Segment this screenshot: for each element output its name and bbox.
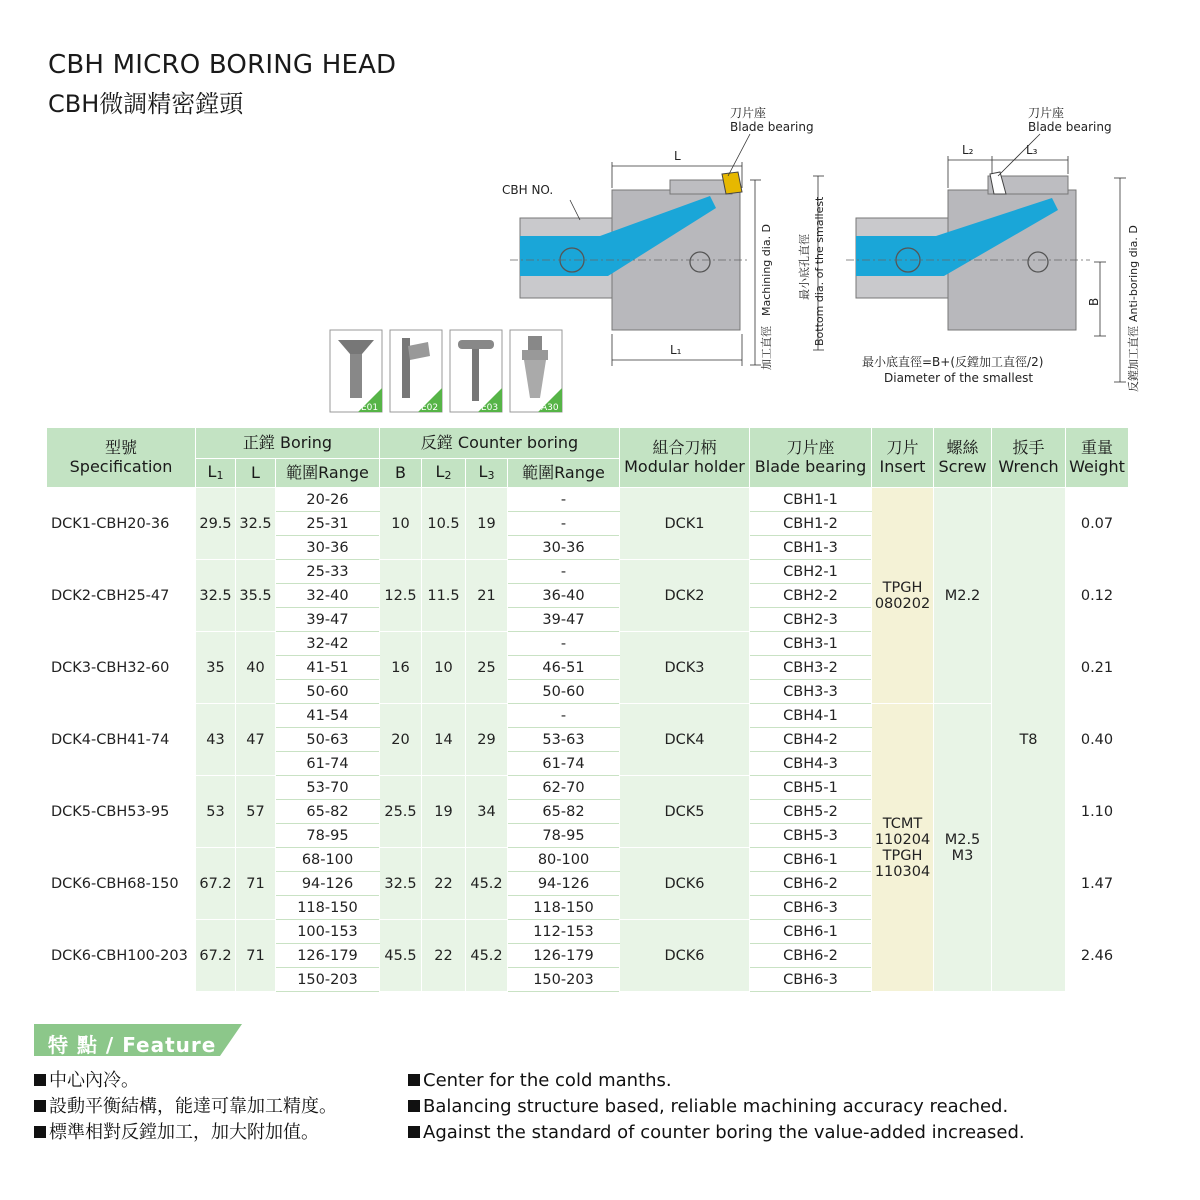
boring-range-cell: 100-153 [276,920,380,944]
blade-bearing-cell: CBH6-1 [750,848,872,872]
header-blade-bearing: 刀片座 Blade bearing [750,428,872,488]
l2-cell: 19 [422,776,466,848]
bullet-square-icon [408,1074,420,1086]
l2-cell: 22 [422,920,466,992]
weight-cell: 0.07 [1066,488,1129,560]
dim-B-label: B [1087,297,1101,306]
modular-holder-cell: DCK1 [620,488,750,560]
boring-range-cell: 20-26 [276,488,380,512]
l1-cell: 32.5 [196,560,236,632]
boring-range-cell: 25-31 [276,512,380,536]
feature-cn-item: 標準相對反鏜加工，加大附加值。 [34,1120,337,1146]
l2-cell: 10.5 [422,488,466,560]
l1-cell: 43 [196,704,236,776]
weight-cell: 1.10 [1066,776,1129,848]
spec-cell: DCK6-CBH68-150 [47,848,196,920]
spec-cell: DCK6-CBH100-203 [47,920,196,992]
l-cell: 47 [236,704,276,776]
l1-cell: 29.5 [196,488,236,560]
b-cell: 16 [380,632,422,704]
weight-cell: 0.21 [1066,632,1129,704]
b-cell: 45.5 [380,920,422,992]
counter-range-cell: - [508,704,620,728]
l1-cell: 67.2 [196,920,236,992]
accessory-code-a30: A30 [541,403,559,413]
weight-cell: 0.40 [1066,704,1129,776]
blade-bearing-cell: CBH3-1 [750,632,872,656]
l3-cell: 21 [466,560,508,632]
spec-table-body [47,488,1129,992]
header-counter-boring: 反鏜 Counter boring [380,428,620,459]
left-blade-bearing-cn: 刀片座 [730,106,767,120]
l2-cell: 22 [422,848,466,920]
counter-range-cell: 150-203 [508,968,620,992]
left-blade-bearing-en: Blade bearing [730,120,814,134]
counter-range-cell: 62-70 [508,776,620,800]
boring-range-cell: 65-82 [276,800,380,824]
l3-cell: 45.2 [466,920,508,992]
feature-en-item: Center for the cold manths. [408,1068,1025,1094]
feature-cn-item: 設動平衡結構，能達可靠加工精度。 [34,1094,337,1120]
blade-bearing-cell: CBH2-1 [750,560,872,584]
header-l1: L1 [196,459,236,488]
wrench-cell: T8 [992,488,1066,992]
boring-range-cell: 78-95 [276,824,380,848]
spec-cell: DCK4-CBH41-74 [47,704,196,776]
insert-cell: TPGH 080202 [872,488,934,704]
blade-bearing-cell: CBH6-3 [750,896,872,920]
blade-bearing-cell: CBH1-3 [750,536,872,560]
l-cell: 32.5 [236,488,276,560]
header-l3: L3 [466,459,508,488]
header-wrench: 扳手 Wrench [992,428,1066,488]
feature-en-item: Against the standard of counter boring the value-added increased. [408,1120,1025,1146]
blade-bearing-cell: CBH4-3 [750,752,872,776]
boring-range-cell: 25-33 [276,560,380,584]
machining-dia-cn: 加工直徑 [760,326,773,370]
blade-bearing-cell: CBH6-1 [750,920,872,944]
page-title-en: CBH MICRO BORING HEAD [48,50,397,80]
l3-cell: 25 [466,632,508,704]
header-screw: 螺絲 Screw [934,428,992,488]
dim-L2-label: L₂ [962,143,974,157]
l-cell: 35.5 [236,560,276,632]
blade-bearing-cell: CBH1-2 [750,512,872,536]
header-modular-holder: 組合刀柄 Modular holder [620,428,750,488]
modular-holder-cell: DCK4 [620,704,750,776]
blade-bearing-cell: CBH5-2 [750,800,872,824]
counter-range-cell: 30-36 [508,536,620,560]
blade-bearing-cell: CBH6-2 [750,872,872,896]
boring-range-cell: 50-63 [276,728,380,752]
header-insert: 刀片 Insert [872,428,934,488]
b-cell: 12.5 [380,560,422,632]
right-blade-bearing-en: Blade bearing [1028,120,1112,134]
boring-range-cell: 150-203 [276,968,380,992]
feature-title: 特 點 / Feature [48,1033,217,1057]
counter-range-cell: 78-95 [508,824,620,848]
features-cn [34,1068,337,1146]
counter-range-cell: 94-126 [508,872,620,896]
feature-cn-item: 中心內冷。 [34,1068,337,1094]
counter-range-cell: 126-179 [508,944,620,968]
table-row [47,488,1129,512]
header-counter-range: 範圍Range [508,459,620,488]
l-cell: 71 [236,920,276,992]
blade-bearing-cell: CBH2-2 [750,584,872,608]
l2-cell: 10 [422,632,466,704]
modular-holder-cell: DCK6 [620,848,750,920]
features-en [408,1068,1025,1146]
counter-range-cell: 65-82 [508,800,620,824]
counter-range-cell: 112-153 [508,920,620,944]
dim-L-label: L [674,149,681,163]
counter-range-cell: 50-60 [508,680,620,704]
boring-head-diagram [480,100,1160,400]
dim-L3-label: L₃ [1026,143,1038,157]
blade-bearing-cell: CBH2-3 [750,608,872,632]
l-cell: 57 [236,776,276,848]
blade-bearing-cell: CBH3-2 [750,656,872,680]
spec-cell: DCK1-CBH20-36 [47,488,196,560]
spec-cell: DCK3-CBH32-60 [47,632,196,704]
blade-bearing-icon [390,330,442,413]
blade-bearing-cell: CBH4-2 [750,728,872,752]
l3-cell: 45.2 [466,848,508,920]
formula-cn: 最小底直徑=B+(反鏜加工直徑/2) [862,355,1044,369]
weight-cell: 0.12 [1066,560,1129,632]
dim-L1-label: L₁ [670,343,682,357]
blade-bearing-cell: CBH1-1 [750,488,872,512]
boring-range-cell: 94-126 [276,872,380,896]
boring-head-right-drawing [813,134,1126,382]
l1-cell: 67.2 [196,848,236,920]
cbh-no-label: CBH NO. [502,183,554,197]
accessory-code-e03: E03 [481,403,499,413]
header-specification: 型號 Specification [47,428,196,488]
machining-dia-en: Machining dia. D [760,223,773,316]
screw-cell: M2.5 M3 [934,704,992,992]
l3-cell: 29 [466,704,508,776]
counter-range-cell: 46-51 [508,656,620,680]
table-row [47,704,1129,728]
anti-boring-dia-cn: 反鏜加工直徑 [1127,326,1140,392]
modular-holder-cell: DCK3 [620,632,750,704]
boring-range-cell: 53-70 [276,776,380,800]
l1-cell: 35 [196,632,236,704]
b-cell: 25.5 [380,776,422,848]
weight-cell: 2.46 [1066,920,1129,992]
counter-range-cell: - [508,488,620,512]
accessory-code-e02: E02 [421,403,439,413]
boring-range-cell: 118-150 [276,896,380,920]
l2-cell: 14 [422,704,466,776]
modular-holder-cell: DCK5 [620,776,750,848]
blade-bearing-cell: CBH4-1 [750,704,872,728]
header-boring-range: 範圍Range [276,459,380,488]
weight-cell: 1.47 [1066,848,1129,920]
l-cell: 71 [236,848,276,920]
accessory-icons [328,328,568,414]
accessory-code-e01: E01 [361,403,379,413]
bullet-square-icon [408,1100,420,1112]
boring-range-cell: 50-60 [276,680,380,704]
formula-en: Diameter of the smallest [884,371,1034,385]
b-cell: 20 [380,704,422,776]
counter-range-cell: 39-47 [508,608,620,632]
l3-cell: 19 [466,488,508,560]
boring-range-cell: 126-179 [276,944,380,968]
counter-range-cell: 80-100 [508,848,620,872]
counter-range-cell: 61-74 [508,752,620,776]
anti-boring-dia-en: Anti-boring dia. D [1127,225,1140,322]
blade-bearing-cell: CBH5-1 [750,776,872,800]
spec-cell: DCK5-CBH53-95 [47,776,196,848]
tool-holder-icon [510,330,562,413]
counter-range-cell: - [508,560,620,584]
header-l: L [236,459,276,488]
blade-bearing-cell: CBH3-3 [750,680,872,704]
bottom-dia-en: Bottom dia. of the smallest [813,196,826,346]
l2-cell: 11.5 [422,560,466,632]
boring-range-cell: 41-51 [276,656,380,680]
screw-cell: M2.2 [934,488,992,704]
bullet-square-icon [408,1126,420,1138]
bullet-square-icon [34,1100,46,1112]
header-l2: L2 [422,459,466,488]
counter-range-cell: - [508,632,620,656]
header-boring: 正鏜 Boring [196,428,380,459]
blade-bearing-cell: CBH6-2 [750,944,872,968]
counter-range-cell: 118-150 [508,896,620,920]
counter-range-cell: 36-40 [508,584,620,608]
header-weight: 重量 Weight [1066,428,1129,488]
bullet-square-icon [34,1126,46,1138]
spec-cell: DCK2-CBH25-47 [47,560,196,632]
modular-holder-cell: DCK6 [620,920,750,992]
l3-cell: 34 [466,776,508,848]
page-title-cn: CBH微調精密鏜頭 [48,90,244,118]
boring-range-cell: 68-100 [276,848,380,872]
l-cell: 40 [236,632,276,704]
header-b: B [380,459,422,488]
insert-cell: TCMT 110204 TPGH 110304 [872,704,934,992]
feature-en-item: Balancing structure based, reliable machining accuracy reached. [408,1094,1025,1120]
counter-range-cell: - [508,512,620,536]
modular-holder-cell: DCK2 [620,560,750,632]
boring-range-cell: 32-40 [276,584,380,608]
boring-range-cell: 30-36 [276,536,380,560]
bullet-square-icon [34,1074,46,1086]
blade-bearing-cell: CBH5-3 [750,824,872,848]
boring-range-cell: 32-42 [276,632,380,656]
boring-range-cell: 41-54 [276,704,380,728]
spec-table [46,427,1129,992]
counter-range-cell: 53-63 [508,728,620,752]
boring-range-cell: 39-47 [276,608,380,632]
bottom-dia-cn: 最小底孔直徑 [798,234,811,300]
right-blade-bearing-cn: 刀片座 [1028,106,1065,120]
boring-range-cell: 61-74 [276,752,380,776]
t-wrench-icon [450,330,502,413]
screw-icon [330,330,382,413]
l1-cell: 53 [196,776,236,848]
b-cell: 10 [380,488,422,560]
blade-bearing-cell: CBH6-3 [750,968,872,992]
b-cell: 32.5 [380,848,422,920]
